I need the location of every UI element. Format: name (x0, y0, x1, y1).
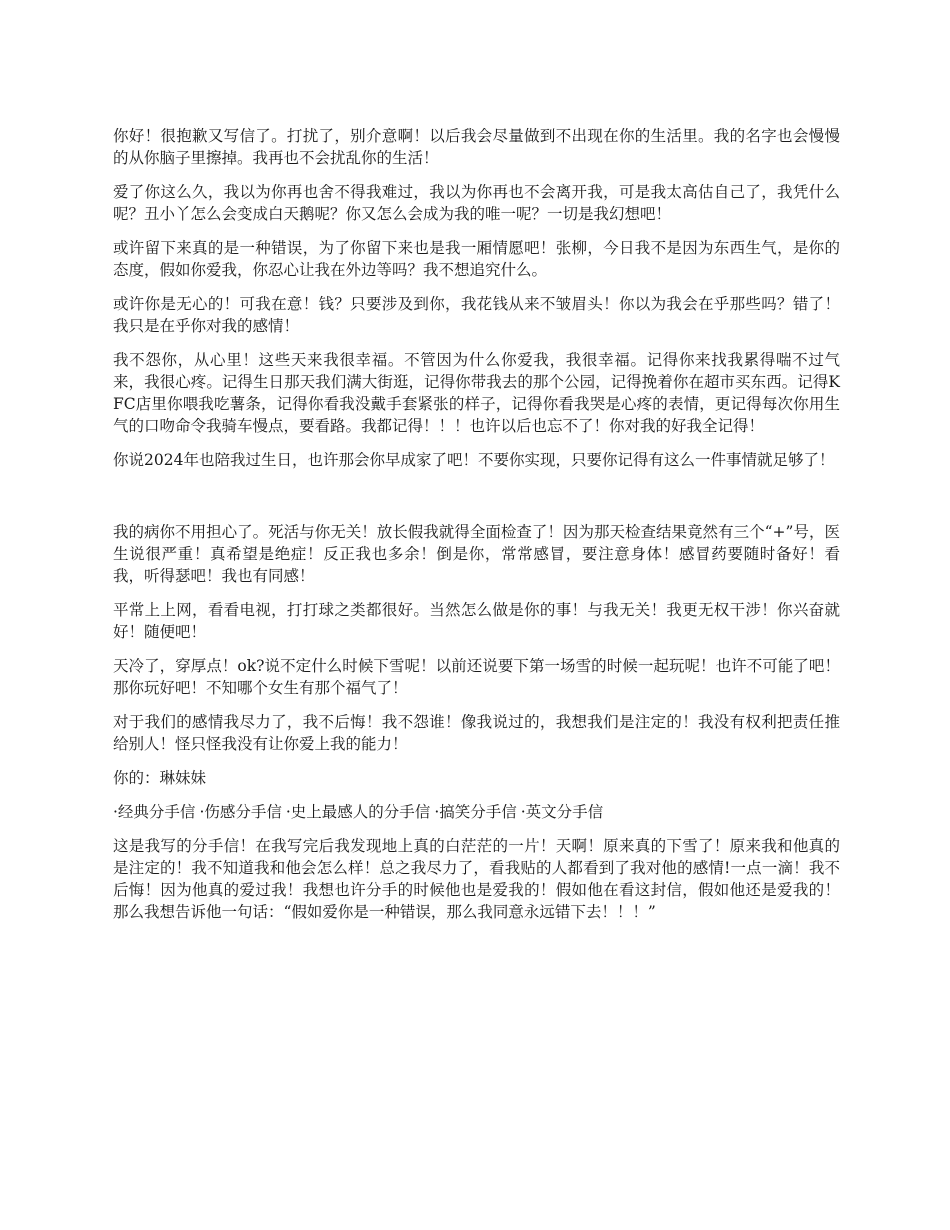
paragraph-greeting: 你好！很抱歉又写信了。打扰了，别介意啊！以后我会尽量做到不出现在你的生活里。我的名字也会慢慢的从你脑子里擦掉。我再也不会扰乱你的生活！ (113, 127, 840, 167)
paragraph-love-long: 爱了你这么久，我以为你再也舍不得我难过，我以为你再也不会离开我，可是我太高估自己了，我凭什么呢？丑小丫怎么会变成白天鹅呢？你又怎么会成为我的唯一呢？一切是我幻想吧！ (113, 183, 840, 223)
paragraph-staying-mistake: 或许留下来真的是一种错误，为了你留下来也是我一厢情愿吧！张柳，今日我不是因为东西生气，是你的态度，假如你爱我，你忍心让我在外边等吗？我不想追究什么。 (113, 239, 840, 279)
related-link[interactable]: ·史上最感人的分手信 (285, 803, 431, 821)
paragraph-weather: 天冷了，穿厚点！ok?说不定什么时候下雪呢！以前还说要下第一场雪的时候一起玩呢！也许不可能了吧！那你玩好吧！不知哪个女生有那个福气了！ (113, 657, 840, 697)
letter-page (113, 125, 840, 935)
related-link[interactable]: ·伤感分手信 (199, 803, 282, 821)
paragraph-daily-life: 平常上上网，看看电视，打打球之类都很好。当然怎么做是你的事！与我无关！我更无权干涉！你兴奋就好！随便吧！ (113, 601, 840, 641)
section-gap (113, 483, 840, 521)
paragraph-closing: 这是我写的分手信！在我写完后我发现地上真的白茫茫的一片！天啊！原来真的下雪了！原来我和他真的是注定的！我不知道我和他会怎么样！总之我尽力了，看我贴的人都看到了我对他的感情!一点一滴！我不后悔！因为他真的爱过我！我想也许分手的时候他也是爱我的！假如他在看这封信，假如他还是爱我的！那么我想告诉他一句话：“假如爱你是一种错误，那么我同意永远错下去！！！” (113, 837, 840, 921)
paragraph-birthday: 你说2024年也陪我过生日，也许那会你早成家了吧！不要你实现，只要你记得有这么一件事情就足够了！ (113, 451, 835, 469)
related-link[interactable]: ·经典分手信 (113, 803, 196, 821)
related-link[interactable]: ·英文分手信 (520, 803, 604, 821)
related-links (113, 801, 840, 823)
paragraph-memories: 我不怨你，从心里！这些天来我很幸福。不管因为什么你爱我，我很幸福。记得你来找我累得喘不过气来，我很心疼。记得生日那天我们满大街逛，记得你带我去的那个公园，记得挽着你在超市买东西。记得KFC店里你喂我吃薯条，记得你看我没戴手套紧张的样子，记得你看我哭是心疼的表情，更记得每次你用生气的口吻命令我骑车慢点，要看路。我都记得！！！也许以后也忘不了！你对我的好我全记得！ (113, 351, 840, 435)
related-link[interactable]: ·搞笑分手信 (434, 803, 517, 821)
paragraph-careless: 或许你是无心的！可我在意！钱？只要涉及到你，我花钱从来不皱眉头！你以为我会在乎那些吗？错了！我只是在乎你对我的感情！ (113, 295, 840, 335)
signature: 你的：琳妹妹 (113, 769, 207, 787)
paragraph-tried-best: 对于我们的感情我尽力了，我不后悔！我不怨谁！像我说过的，我想我们是注定的！我没有权利把责任推给别人！怪只怪我没有让你爱上我的能力！ (113, 713, 840, 753)
paragraph-illness: 我的病你不用担心了。死活与你无关！放长假我就得全面检查了！因为那天检查结果竟然有三个“+”号，医生说很严重！真希望是绝症！反正我也多余！倒是你，常常感冒，要注意身体！感冒药要随时备好！看我，听得瑟吧！我也有同感！ (113, 523, 840, 585)
